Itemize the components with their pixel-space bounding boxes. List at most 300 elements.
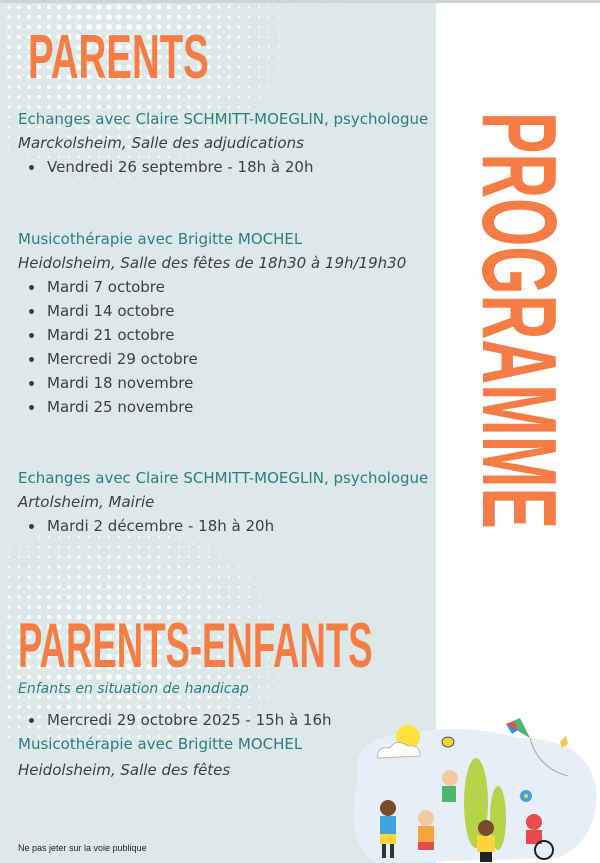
halftone-dot (167, 585, 171, 589)
halftone-dot (238, 46, 241, 49)
halftone-dot (288, 696, 289, 697)
halftone-dot (288, 16, 290, 18)
halftone-dot (87, 555, 90, 558)
halftone-dot (38, 536, 40, 538)
halftone-dot (167, 605, 171, 609)
halftone-dot (217, 5, 220, 8)
halftone-dot (278, 706, 280, 708)
halftone-dot (268, 576, 269, 577)
halftone-dot (338, 86, 339, 87)
halftone-dot (328, 56, 329, 57)
halftone-dot (57, 585, 61, 589)
halftone-dot (167, 565, 170, 568)
halftone-dot (208, 546, 210, 548)
halftone-dot (198, 546, 200, 548)
halftone-dot (278, 536, 279, 537)
halftone-dot (318, 686, 319, 687)
halftone-dot (268, 56, 270, 58)
halftone-dot (157, 605, 161, 609)
halftone-dot (137, 705, 141, 709)
halftone-dot (248, 586, 250, 588)
halftone-dot (167, 575, 170, 578)
halftone-dot (17, 55, 21, 59)
halftone-dot (218, 706, 221, 709)
halftone-dot (228, 106, 231, 109)
halftone-dot (308, 586, 309, 587)
halftone-dot (338, 36, 339, 37)
halftone-dot (308, 736, 309, 737)
halftone-dot (318, 66, 319, 67)
halftone-dot (318, 86, 319, 87)
halftone-dot (308, 26, 309, 27)
halftone-dot (248, 26, 251, 29)
halftone-dot (57, 565, 60, 568)
halftone-dot (28, 546, 30, 548)
halftone-dot (78, 206, 79, 207)
halftone-dot (318, 696, 319, 697)
halftone-dot (258, 546, 259, 547)
halftone-dot (67, 605, 71, 609)
halftone-dot (227, 75, 230, 78)
halftone-dot (136, 14, 141, 19)
halftone-dot (298, 66, 299, 67)
halftone-dot (228, 606, 231, 609)
halftone-dot (288, 86, 289, 87)
halftone-dot (248, 106, 250, 108)
halftone-dot (168, 546, 170, 548)
halftone-dot (48, 196, 49, 197)
halftone-dot (8, 126, 10, 128)
halftone-dot (87, 595, 91, 599)
halftone-dot (107, 705, 112, 710)
halftone-dot (8, 726, 11, 729)
halftone-dot (328, 86, 329, 87)
footer-note: Ne pas jeter sur la voie publique (18, 843, 147, 853)
halftone-dot (18, 196, 19, 197)
halftone-dot (177, 5, 181, 9)
halftone-dot (248, 576, 250, 578)
halftone-dot (258, 16, 260, 18)
halftone-dot (78, 556, 81, 559)
halftone-dot (197, 15, 201, 19)
halftone-dot (338, 96, 339, 97)
halftone-dot (298, 56, 299, 57)
halftone-dot (77, 585, 81, 589)
halftone-dot (138, 196, 139, 197)
halftone-dot (288, 596, 289, 597)
halftone-dot (177, 95, 181, 99)
halftone-dot (258, 186, 259, 187)
event-date: Mardi 14 octobre (47, 302, 175, 320)
halftone-dot (168, 196, 169, 197)
halftone-dot (238, 186, 239, 187)
halftone-dot (258, 576, 260, 578)
halftone-dot (117, 595, 121, 599)
halftone-dot (137, 585, 141, 589)
halftone-dot (278, 66, 280, 68)
halftone-dot (278, 86, 280, 88)
halftone-dot (37, 5, 41, 9)
halftone-dot (128, 216, 129, 217)
halftone-dot (108, 536, 110, 538)
halftone-dot (158, 186, 159, 187)
halftone-dot (18, 536, 20, 538)
halftone-dot (268, 46, 270, 48)
halftone-dot (298, 596, 299, 597)
halftone-dot (88, 186, 89, 187)
halftone-dot (197, 705, 200, 708)
halftone-dot (38, 546, 40, 548)
halftone-dot (217, 45, 220, 48)
halftone-dot (178, 566, 181, 569)
halftone-dot (138, 206, 139, 207)
halftone-dot (218, 566, 220, 568)
halftone-dot (147, 605, 151, 609)
halftone-dot (76, 14, 81, 19)
halftone-dot (58, 216, 59, 217)
halftone-dot (37, 715, 40, 718)
halftone-dot (8, 526, 9, 527)
halftone-dot (127, 565, 130, 568)
halftone-dot (8, 196, 9, 197)
halftone-dot (48, 206, 49, 207)
halftone-dot (298, 696, 299, 697)
halftone-dot (318, 6, 319, 7)
halftone-dot (268, 566, 269, 567)
halftone-dot (308, 596, 309, 597)
halftone-dot (318, 56, 319, 57)
halftone-dot (238, 566, 240, 568)
halftone-dot (248, 96, 250, 98)
halftone-dot (128, 546, 131, 549)
halftone-dot (278, 526, 279, 527)
halftone-dot (17, 595, 20, 598)
halftone-dot (238, 66, 241, 69)
halftone-dot (278, 556, 279, 557)
halftone-dot (47, 575, 50, 578)
halftone-dot (128, 536, 130, 538)
halftone-dot (67, 5, 72, 10)
halftone-dot (17, 85, 21, 89)
halftone-dot (328, 106, 329, 107)
halftone-dot (158, 196, 159, 197)
halftone-dot (86, 4, 91, 9)
halftone-dot (28, 196, 29, 197)
halftone-dot (338, 76, 339, 77)
halftone-dot (28, 176, 29, 177)
halftone-dot (268, 686, 270, 688)
halftone-dot (116, 4, 121, 9)
halftone-dot (278, 6, 280, 8)
halftone-dot (228, 576, 230, 578)
halftone-dot (77, 565, 80, 568)
halftone-dot (67, 595, 71, 599)
halftone-dot (278, 606, 280, 608)
halftone-dot (238, 96, 240, 98)
halftone-dot (197, 595, 200, 598)
halftone-dot (157, 5, 162, 10)
halftone-dot (178, 216, 179, 217)
halftone-dot (78, 546, 81, 549)
halftone-dot (308, 686, 309, 687)
halftone-dot (38, 526, 40, 528)
halftone-dot (187, 705, 191, 709)
halftone-dot (157, 565, 160, 568)
halftone-dot (17, 75, 21, 79)
halftone-dot (187, 605, 191, 609)
halftone-dot (8, 166, 9, 167)
halftone-dot (298, 26, 299, 27)
halftone-dot (107, 95, 112, 100)
halftone-dot (97, 95, 102, 100)
halftone-dot (118, 206, 119, 207)
halftone-dot (157, 705, 161, 709)
halftone-dot (87, 95, 91, 99)
halftone-dot (338, 46, 339, 47)
halftone-dot (58, 556, 61, 559)
halftone-dot (147, 5, 152, 10)
halftone-dot (127, 605, 132, 610)
event-location: Marckolsheim, Salle des adjudications (18, 134, 304, 152)
halftone-dot (8, 156, 10, 158)
halftone-dot (308, 76, 309, 77)
halftone-dot (238, 56, 241, 59)
event-date: Mardi 25 novembre (47, 398, 194, 416)
halftone-dot (328, 96, 329, 97)
halftone-dot (86, 14, 91, 19)
vertical-title-programme (460, 112, 578, 529)
halftone-dot (258, 96, 260, 98)
halftone-dot (248, 536, 249, 537)
halftone-dot (177, 585, 180, 588)
halftone-dot (248, 56, 251, 59)
halftone-dot (37, 725, 40, 728)
halftone-dot (77, 605, 82, 610)
halftone-dot (37, 705, 41, 709)
halftone-dot (77, 705, 81, 709)
halftone-dot (278, 26, 280, 28)
halftone-dot (228, 6, 231, 9)
halftone-dot (148, 546, 151, 549)
section-title-parents-enfants: PARENTS-ENFANTS (18, 611, 373, 681)
halftone-dot (146, 14, 151, 19)
halftone-dot (278, 576, 279, 577)
halftone-dot (228, 706, 231, 709)
halftone-dot (108, 546, 111, 549)
halftone-dot (7, 15, 11, 19)
halftone-dot (27, 595, 30, 598)
halftone-dot (338, 16, 339, 17)
halftone-dot (128, 196, 129, 197)
halftone-dot (77, 5, 82, 10)
halftone-dot (7, 675, 11, 679)
halftone-dot (7, 695, 10, 698)
halftone-dot (318, 96, 319, 97)
halftone-dot (308, 46, 309, 47)
halftone-dot (268, 96, 270, 98)
halftone-dot (7, 665, 11, 669)
halftone-dot (138, 536, 140, 538)
halftone-dot (28, 536, 30, 538)
halftone-dot (67, 585, 71, 589)
halftone-dot (218, 536, 219, 537)
halftone-dot (227, 65, 230, 68)
halftone-dot (217, 65, 220, 68)
halftone-dot (228, 196, 229, 197)
halftone-dot (38, 196, 39, 197)
halftone-dot (177, 605, 181, 609)
halftone-dot (238, 536, 239, 537)
halftone-dot (7, 655, 11, 659)
halftone-dot (248, 36, 251, 39)
halftone-dot (197, 585, 200, 588)
halftone-dot (238, 596, 240, 598)
halftone-dot (7, 55, 11, 59)
halftone-dot (47, 15, 52, 20)
halftone-dot (298, 546, 299, 547)
halftone-dot (218, 546, 220, 548)
halftone-dot (227, 25, 230, 28)
child-figure (418, 810, 434, 850)
halftone-dot (217, 55, 220, 58)
halftone-dot (108, 196, 109, 197)
halftone-dot (188, 556, 190, 558)
halftone-dot (328, 66, 329, 67)
section-title-parents: PARENTS (28, 23, 209, 92)
halftone-dot (137, 565, 140, 568)
halftone-dot (207, 5, 210, 8)
halftone-dot (38, 166, 40, 168)
halftone-dot (57, 595, 61, 599)
halftone-dot (8, 186, 9, 187)
halftone-dot (17, 705, 20, 708)
halftone-dot (238, 556, 240, 558)
halftone-dot (178, 196, 179, 197)
halftone-dot (318, 76, 319, 77)
halftone-dot (207, 595, 210, 598)
halftone-dot (208, 556, 210, 558)
halftone-dot (118, 216, 119, 217)
halftone-dot (67, 575, 71, 579)
halftone-dot (68, 536, 70, 538)
halftone-dot (328, 16, 329, 17)
halftone-dot (218, 106, 221, 109)
halftone-dot (238, 576, 240, 578)
halftone-dot (38, 566, 41, 569)
halftone-dot (7, 645, 11, 649)
halftone-dot (268, 536, 269, 537)
event-location: Artolsheim, Mairie (18, 493, 155, 511)
halftone-dot (318, 586, 319, 587)
halftone-dot (268, 76, 270, 78)
halftone-dot (228, 546, 230, 548)
halftone-dot (57, 605, 61, 609)
halftone-dot (268, 106, 270, 108)
halftone-dot (248, 546, 249, 547)
halftone-dot (38, 186, 39, 187)
halftone-dot (308, 556, 309, 557)
halftone-dot (88, 206, 89, 207)
halftone-dot (167, 5, 171, 9)
halftone-dot (148, 206, 149, 207)
halftone-dot (47, 5, 51, 9)
halftone-dot (8, 556, 10, 558)
halftone-dot (288, 586, 289, 587)
halftone-dot (117, 555, 120, 558)
halftone-dot (38, 156, 40, 158)
halftone-dot (67, 95, 71, 99)
halftone-dot (77, 595, 81, 599)
halftone-dot (258, 556, 259, 557)
halftone-dot (117, 605, 122, 610)
halftone-dot (116, 14, 121, 19)
halftone-dot (308, 576, 309, 577)
halftone-dot (258, 36, 260, 38)
halftone-dot (338, 6, 339, 7)
halftone-dot (278, 76, 280, 78)
halftone-dot (227, 45, 230, 48)
halftone-dot (8, 546, 10, 548)
event-title: Musicothérapie avec Brigitte MOCHEL (18, 735, 303, 753)
halftone-dot (318, 26, 319, 27)
halftone-dot (288, 576, 289, 577)
halftone-dot (28, 566, 31, 569)
halftone-dot (148, 536, 150, 538)
halftone-dot (8, 736, 10, 738)
halftone-dot (218, 576, 220, 578)
halftone-dot (338, 66, 339, 67)
halftone-dot (118, 186, 119, 187)
halftone-dot (308, 706, 309, 707)
halftone-dot (27, 705, 31, 709)
halftone-dot (268, 696, 270, 698)
halftone-dot (97, 565, 100, 568)
halftone-dot (7, 605, 10, 608)
halftone-dot (238, 16, 241, 19)
halftone-dot (77, 575, 81, 579)
halftone-dot (348, 26, 349, 27)
halftone-dot (98, 536, 100, 538)
halftone-dot (228, 186, 229, 187)
halftone-dot (208, 576, 211, 579)
halftone-dot (157, 15, 162, 20)
halftone-dot (258, 56, 260, 58)
halftone-dot (168, 556, 171, 559)
halftone-dot (97, 575, 101, 579)
halftone-dot (248, 186, 249, 187)
event-location: Heidolsheim, Salle des fêtes (18, 761, 231, 779)
halftone-dot (18, 156, 20, 158)
halftone-dot (97, 555, 100, 558)
halftone-dot (318, 46, 319, 47)
halftone-dot (27, 5, 31, 9)
halftone-dot (37, 605, 41, 609)
halftone-dot (178, 206, 179, 207)
halftone-dot (48, 216, 49, 217)
halftone-dot (348, 46, 349, 47)
halftone-dot (187, 595, 191, 599)
halftone-dot (128, 186, 129, 187)
halftone-dot (77, 95, 81, 99)
halftone-dot (298, 686, 299, 687)
halftone-dot (137, 605, 142, 610)
halftone-dot (18, 546, 20, 548)
event-date: Mardi 7 octobre (47, 278, 165, 296)
halftone-dot (7, 25, 11, 29)
halftone-dot (298, 106, 299, 107)
halftone-dot (288, 56, 290, 58)
halftone-dot (138, 546, 141, 549)
